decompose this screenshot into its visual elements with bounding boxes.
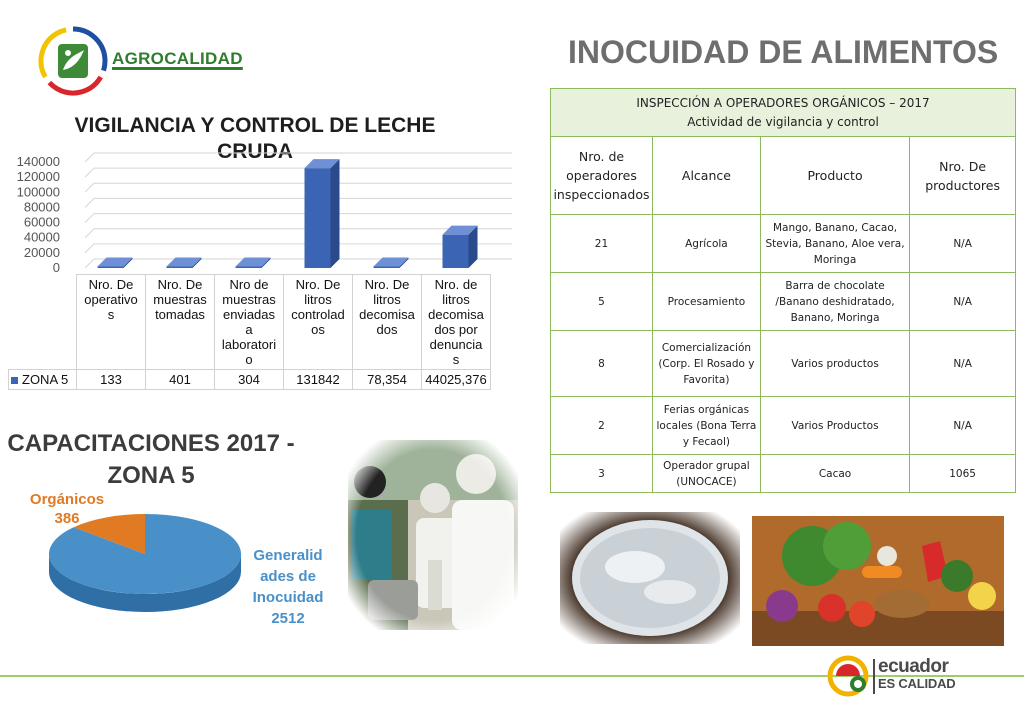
inspection-header-row [551,89,1016,137]
y-tick-label: 140000 [16,154,60,169]
category-label-line: decomisa [428,307,484,322]
column-header-producto: Producto [760,137,909,215]
gridline [85,183,512,192]
inspection-subtitle: Actividad de vigilancia y control [687,114,879,129]
milk-value-1: 401 [146,370,215,390]
table-cell: 2 [551,397,653,455]
legend-swatch [11,377,18,384]
category-label-2 [216,277,282,367]
table-row [551,397,1016,455]
category-label-5 [423,277,489,367]
table-cell: 8 [551,331,653,397]
milk-value-3: 131842 [284,370,353,390]
legend-label: ZONA 5 [22,372,69,387]
pie-label-gen-line-1: Generalid [253,547,323,564]
category-label-line: Nro de [229,277,269,292]
category-label-line: s [452,352,460,367]
milk-category-5 [422,275,491,370]
column-header-productores: Nro. De productores [910,137,1016,215]
table-cell: N/A [910,215,1016,273]
table-cell: Ferias orgánicas locales (Bona Terra y Fecaol) [652,397,760,455]
capacitaciones-title-line-2: ZONA 5 [107,462,195,489]
category-label-line: litros [304,292,332,307]
category-label-line: litros [373,292,401,307]
y-tick-label: 100000 [16,184,60,200]
bar-3 [305,159,340,268]
table-cell: Cacao [760,455,909,493]
y-axis-ticks [17,154,60,275]
capacitaciones-title-line-1: CAPACITACIONES 2017 - [7,430,295,457]
category-label-line: enviadas [222,307,276,322]
table-cell: Agrícola [652,215,760,273]
milk-value-5: 44025,376 [422,370,491,390]
table-cell: 5 [551,273,653,331]
category-label-line: denuncia [429,337,483,352]
milk-value-row [9,370,491,390]
pie-label-gen-line-3: Inocuidad [252,589,324,606]
table-cell: 21 [551,215,653,273]
inspection-table [550,88,1016,493]
pie-label-organicos-name: Orgánicos [29,491,105,508]
table-cell: Comercialización (Corp. El Rosado y Favorita) [652,331,760,397]
table-cell: Procesamiento [652,273,760,331]
table-cell: Mango, Banano, Cacao, Stevia, Banano, Aloe vera, Moringa [760,215,909,273]
milk-data-table [8,274,491,390]
category-label-line: s [107,307,115,322]
category-label-line: muestras [153,292,207,307]
y-tick-label: 20000 [23,244,60,260]
y-tick-label: 0 [52,260,60,275]
milk-chart-title-line-2: CRUDA [217,140,293,163]
legend-entry-zona5 [9,370,77,390]
category-label-line: Nro. De [157,277,203,292]
table-row [551,455,1016,493]
milk-value-4: 78,354 [353,370,422,390]
category-label-line: dos por [434,322,478,337]
table-cell: N/A [910,397,1016,455]
table-row [551,273,1016,331]
category-label-line: Nro. De [88,277,134,292]
category-label-line: tomadas [155,307,205,322]
gridline [85,168,512,177]
category-label-1 [147,277,213,322]
pie-label-gen-line-2: ades de [260,568,316,585]
table-cell: N/A [910,331,1016,397]
category-label-line: Nro. De [364,277,410,292]
page-title: INOCUIDAD DE ALIMENTOS [568,34,999,70]
category-label-line: dos [376,322,398,337]
category-label-line: muestras [222,292,276,307]
pie-label-gen-line-4: 2512 [271,610,305,627]
category-label-line: decomisa [359,307,415,322]
pie-label-organicos-value: 386 [54,510,80,527]
inspection-header [551,89,1016,137]
category-label-line: controlad [291,307,345,322]
footer-logo-word-1: ecuador [878,656,949,677]
category-label-line: litros [442,292,470,307]
table-cell: Varios Productos [760,397,909,455]
y-tick-label: 40000 [23,229,60,245]
table-cell: Barra de chocolate /Banano deshidratado, Banano, Moringa [760,273,909,331]
table-row [551,331,1016,397]
gridline [85,214,512,223]
category-label-line: o [245,352,253,367]
milk-value-2: 304 [215,370,284,390]
milk-value-0: 133 [77,370,146,390]
column-header-alcance: Alcance [652,137,760,215]
category-label-line: laboratori [221,337,277,352]
table-cell: Varios productos [760,331,909,397]
table-cell: Operador grupal (UNOCACE) [652,455,760,493]
category-label-0 [78,277,144,322]
column-header-operadores: Nro. de operadores inspeccionados [551,137,653,215]
milk-bar-chart [0,150,520,275]
photo-vegetables [752,516,1004,646]
category-label-line: os [311,322,325,337]
category-label-3 [285,277,351,337]
y-tick-label: 80000 [23,199,60,215]
photo-petri-dish [560,512,740,644]
table-cell: N/A [910,273,1016,331]
milk-category-4 [353,275,422,370]
inspection-title: INSPECCIÓN A OPERADORES ORGÁNICOS – 2017 [636,95,930,110]
category-label-line: operativo [84,292,138,307]
milk-category-row [9,275,491,370]
gridline [85,198,512,207]
photo-lab-workers [348,440,518,630]
table-corner [9,275,77,370]
milk-chart-title-line-1: VIGILANCIA Y CONTROL DE LECHE [74,114,436,137]
gridline [85,153,512,162]
category-label-line: Nro. De [295,277,341,292]
brand-name: AGROCALIDAD [112,49,243,68]
milk-category-0 [77,275,146,370]
y-tick-label: 120000 [16,169,60,185]
category-label-line: a [245,322,253,337]
y-tick-label: 60000 [23,214,60,230]
category-label-4 [354,277,420,337]
milk-category-3 [284,275,353,370]
inspection-column-headers [551,137,1016,215]
footer-logo-word-2: ES CALIDAD [878,676,956,691]
capacitaciones-pie-chart [40,510,250,620]
agrocalidad-logo [38,26,108,96]
pie-label-generalidades [248,545,328,629]
bar-5 [443,226,478,268]
table-cell: 3 [551,455,653,493]
table-cell: 1065 [910,455,1016,493]
milk-category-2 [215,275,284,370]
milk-category-1 [146,275,215,370]
capacitaciones-title [6,428,296,492]
category-label-line: Nro. de [434,277,478,292]
table-row [551,215,1016,273]
